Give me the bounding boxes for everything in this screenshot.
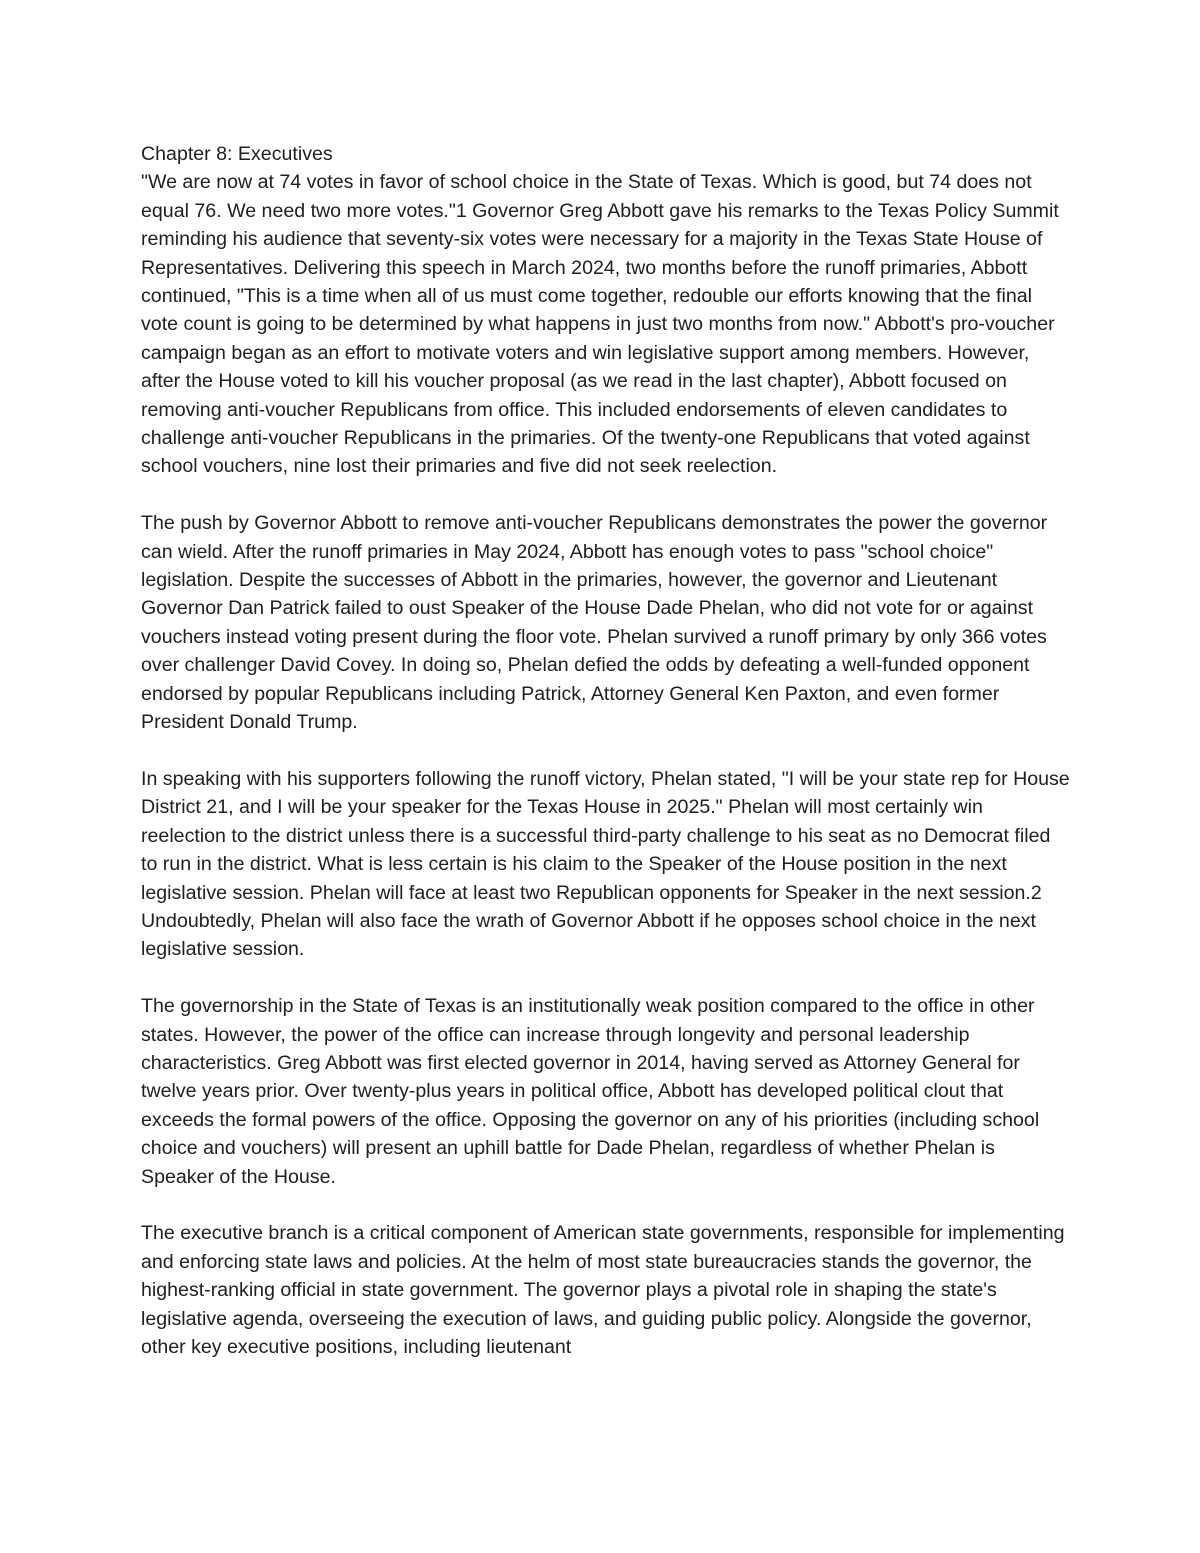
document-page bbox=[141, 140, 1071, 1390]
paragraph-2: The push by Governor Abbott to remove anti-voucher Republicans demonstrates the power the governor can wield. After the runoff primaries in May 2024, Abbott has enough votes to pass "school choice" legislation. Despite the successes of Abbott in the primaries, however, the governor and Lieutenant Governor Dan Patrick failed to oust Speaker of the House Dade Phelan, who did not vote for or against vouchers instead voting present during the floor vote. Phelan survived a runoff primary by only 366 votes over challenger David Covey. In doing so, Phelan defied the odds by defeating a well-funded opponent endorsed by popular Republicans including Patrick, Attorney General Ken Paxton, and even former President Donald Trump. bbox=[141, 512, 1048, 734]
chapter-title: Chapter 8: Executives bbox=[141, 143, 333, 165]
paragraph-4: The governorship in the State of Texas is an institutionally weak position compared to the office in other states. However, the power of the office can increase through longevity and personal leadership characteristics. Greg Abbott was first elected governor in 2014, having served as Attorney General for twelve years prior. Over twenty-plus years in political office, Abbott has developed political clout that exceeds the formal powers of the office. Opposing the governor on any of his priorities (including school choice and vouchers) will present an uphill battle for Dade Phelan, regardless of whether Phelan is Speaker of the House. bbox=[141, 995, 1040, 1188]
paragraph-5: The executive branch is a critical component of American state governments, responsible for implementing and enforcing state laws and policies. At the helm of most state bureaucracies stands the governor, the highest-ranking official in state government. The governor plays a pivotal role in shaping the state's legislative agenda, overseeing the execution of laws, and guiding public policy. Alongside the governor, other key executive positions, including lieutenant bbox=[141, 1222, 1065, 1358]
paragraph-1: "We are now at 74 votes in favor of school choice in the State of Texas. Which is good, but 74 does not equal 76. We need two more votes."1 Governor Greg Abbott gave his remarks to the Texas Policy Summit reminding his audience that seventy-six votes were necessary for a majority in the Texas State House of Representatives. Delivering this speech in March 2024, two months before the runoff primaries, Abbott continued, "This is a time when all of us must come together, redouble our efforts knowing that the final vote count is going to be determined by what happens in just two months from now." Abbott's pro-voucher campaign began as an effort to motivate voters and win legislative support among members. However, after the House voted to kill his voucher proposal (as we read in the last chapter), Abbott focused on removing anti-voucher Republicans from office. This included endorsements of eleven candidates to challenge anti-voucher Republicans in the primaries. Of the twenty-one Republicans that voted against school vouchers, nine lost their primaries and five did not seek reelection. bbox=[141, 171, 1059, 478]
paragraph-3: In speaking with his supporters following the runoff victory, Phelan stated, "I will be your state rep for House District 21, and I will be your speaker for the Texas House in 2025." Phelan will most certainly win reelection to the district unless there is a successful third-party challenge to his seat as no Democrat filed to run in the district. What is less certain is his claim to the Speaker of the House position in the next legislative session. Phelan will face at least two Republican opponents for Speaker in the next session.2 Undoubtedly, Phelan will also face the wrath of Governor Abbott if he opposes school choice in the next legislative session. bbox=[141, 767, 1070, 961]
